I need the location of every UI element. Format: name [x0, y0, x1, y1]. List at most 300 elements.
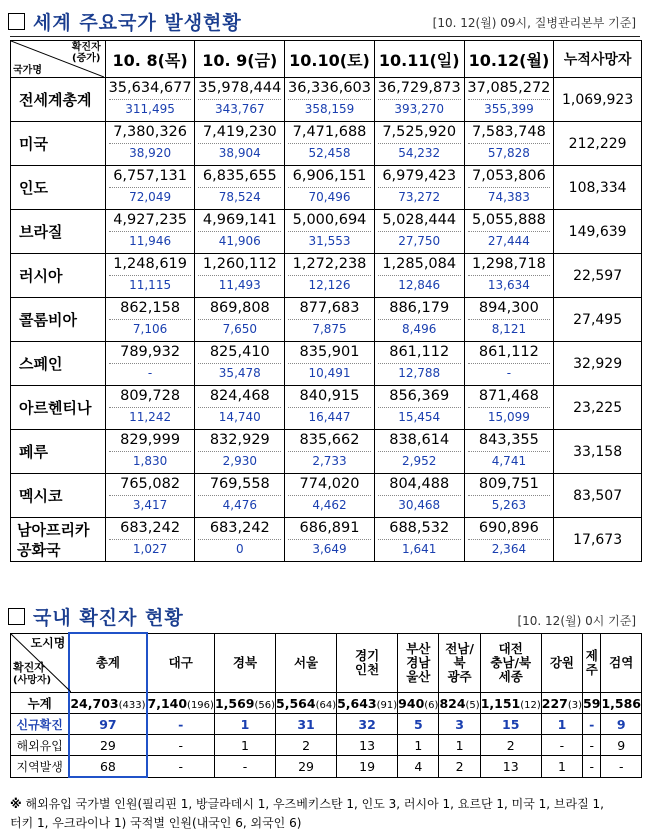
- count: 1: [241, 737, 249, 753]
- case-cell: [374, 166, 464, 210]
- cumulative-cases: 774,020: [299, 476, 360, 492]
- country-name: 아르헨티나: [11, 386, 106, 430]
- region-value: [147, 714, 215, 735]
- region-header: 경기 인천: [337, 633, 398, 693]
- cumulative-cases: 6,835,655: [202, 168, 277, 184]
- case-cell: [374, 386, 464, 430]
- case-cell: [195, 386, 285, 430]
- count: 13: [359, 737, 376, 753]
- cumulative-deaths: 1,069,923: [554, 78, 642, 122]
- row-label: 해외유입: [11, 735, 70, 756]
- region-value: [337, 756, 398, 778]
- region-header: 총계: [69, 633, 146, 693]
- daily-increase: 7,650: [198, 319, 281, 338]
- cumulative-cases: 843,355: [478, 432, 539, 448]
- case-cell: [285, 386, 375, 430]
- daily-increase: 52,458: [288, 143, 371, 162]
- region-value: [480, 756, 541, 778]
- death-count: (64): [315, 699, 337, 711]
- case-cell: [105, 430, 195, 474]
- region-value: [541, 735, 582, 756]
- case-cell: [374, 518, 464, 562]
- table-row: [11, 735, 642, 756]
- daily-increase: 2,930: [198, 451, 281, 470]
- daily-increase: 3,649: [288, 539, 371, 558]
- cumulative-cases: 877,683: [299, 300, 360, 316]
- table-row: [11, 342, 642, 386]
- cumulative-cases: 824,468: [209, 388, 270, 404]
- cumulative-deaths: 22,597: [554, 254, 642, 298]
- count: -: [589, 758, 594, 774]
- corner-bottom-label: (사망자): [13, 674, 52, 686]
- daily-increase: 74,383: [468, 187, 551, 206]
- case-cell: [195, 342, 285, 386]
- country-name: 콜롬비아: [11, 298, 106, 342]
- cumulative-cases: 6,979,423: [382, 168, 457, 184]
- case-cell: [105, 78, 195, 122]
- region-value: [541, 714, 582, 735]
- daily-increase: 1,830: [109, 451, 192, 470]
- divider: [10, 36, 640, 37]
- count: 824: [439, 695, 466, 711]
- count: 5: [413, 716, 423, 732]
- cumulative-cases: 809,751: [478, 476, 539, 492]
- cumulative-cases: 5,028,444: [382, 212, 457, 228]
- region-value: [69, 693, 146, 714]
- footnote-line1: 해외유입 국가별 인원(필리핀 1, 방글라데시 1, 우즈베키스탄 1, 인도 3, 러시아 1, 요르단 1, 미국 1, 브라질 1,: [25, 797, 604, 811]
- country-name-line2: 공화국: [17, 540, 61, 559]
- daily-increase: 72,049: [109, 187, 192, 206]
- count: -: [589, 716, 595, 732]
- cumulative-cases: 871,468: [478, 388, 539, 404]
- region-value: [439, 756, 480, 778]
- daily-increase: 11,493: [198, 275, 281, 294]
- region-value: [398, 735, 439, 756]
- cumulative-cases: 35,634,677: [108, 80, 192, 96]
- cumulative-deaths: 23,225: [554, 386, 642, 430]
- daily-increase: 4,476: [198, 495, 281, 514]
- case-cell: [105, 298, 195, 342]
- case-cell: [464, 474, 554, 518]
- region-value: [214, 693, 275, 714]
- daily-increase: 358,159: [288, 99, 371, 118]
- daily-increase: 73,272: [378, 187, 461, 206]
- death-count: (3): [567, 699, 583, 711]
- case-cell: [105, 342, 195, 386]
- date-header: 10.11(일): [374, 41, 464, 78]
- case-cell: [464, 518, 554, 562]
- table-row: [11, 298, 642, 342]
- cumulative-cases: 840,915: [299, 388, 360, 404]
- case-cell: [105, 518, 195, 562]
- case-cell: [285, 122, 375, 166]
- region-value: [337, 735, 398, 756]
- daily-increase: 1,027: [109, 539, 192, 558]
- checkbox-square-icon: [8, 608, 25, 625]
- cumulative-cases: 690,896: [478, 520, 539, 536]
- case-cell: [285, 518, 375, 562]
- case-cell: [195, 78, 285, 122]
- cumulative-cases: 861,112: [389, 344, 450, 360]
- daily-increase: 4,741: [468, 451, 551, 470]
- cumulative-cases: 862,158: [120, 300, 181, 316]
- country-name: 미국: [11, 122, 106, 166]
- korea-cases-table: [10, 632, 642, 778]
- case-cell: [105, 386, 195, 430]
- death-count: (12): [520, 699, 541, 711]
- cumulative-cases: 7,471,688: [292, 124, 367, 140]
- count: 29: [99, 737, 116, 753]
- region-value: [480, 735, 541, 756]
- case-cell: [195, 474, 285, 518]
- daily-increase: 54,232: [378, 143, 461, 162]
- case-cell: [464, 210, 554, 254]
- cumulative-cases: 838,614: [389, 432, 450, 448]
- region-header: 강원: [541, 633, 582, 693]
- cumulative-cases: 5,000,694: [292, 212, 367, 228]
- country-name: 스페인: [11, 342, 106, 386]
- case-cell: [105, 210, 195, 254]
- count: 7,140: [147, 695, 188, 711]
- cumulative-cases: 36,336,603: [287, 80, 372, 96]
- count: 1: [240, 716, 250, 732]
- daily-increase: 8,496: [378, 319, 461, 338]
- case-cell: [374, 342, 464, 386]
- country-name: 페루: [11, 430, 106, 474]
- table-row: [11, 210, 642, 254]
- world-section-title: 세계 주요국가 발생현황: [8, 8, 242, 35]
- cumulative-cases: 869,808: [209, 300, 270, 316]
- case-cell: [195, 122, 285, 166]
- cumulative-cases: 894,300: [478, 300, 539, 316]
- country-name: 멕시코: [11, 474, 106, 518]
- case-cell: [374, 210, 464, 254]
- case-cell: [374, 430, 464, 474]
- case-cell: [464, 78, 554, 122]
- region-value: [398, 714, 439, 735]
- footnote-line2: 터키 1, 우크라이나 1) 국적별 인원(내국인 6, 외국인 6): [10, 816, 302, 830]
- region-value: [583, 714, 601, 735]
- count: -: [178, 737, 183, 753]
- daily-increase: 10,491: [288, 363, 371, 382]
- region-header: 검역: [601, 633, 642, 693]
- count: 3: [455, 716, 464, 732]
- cumulative-cases: 1,272,238: [292, 256, 367, 272]
- region-value: [276, 693, 337, 714]
- table-corner-header: [11, 633, 70, 693]
- case-cell: [195, 518, 285, 562]
- region-header: 전남/북 광주: [439, 633, 480, 693]
- cumulative-deaths: 27,495: [554, 298, 642, 342]
- footnote: [10, 795, 640, 833]
- region-value: [583, 693, 601, 714]
- cumulative-cases: 6,906,151: [292, 168, 367, 184]
- case-cell: [285, 166, 375, 210]
- count: -: [618, 758, 624, 774]
- region-value: [69, 714, 146, 735]
- cumulative-deaths: 32,929: [554, 342, 642, 386]
- case-cell: [105, 474, 195, 518]
- cumulative-cases: 856,369: [389, 388, 450, 404]
- row-label: 지역발생: [11, 756, 70, 778]
- country-name: 러시아: [11, 254, 106, 298]
- region-value: [337, 693, 398, 714]
- region-value: [276, 714, 337, 735]
- cumulative-cases: 683,242: [209, 520, 270, 536]
- daily-increase: 14,740: [198, 407, 281, 426]
- daily-increase: 15,454: [378, 407, 461, 426]
- count: 9: [617, 737, 626, 753]
- table-row: [11, 386, 642, 430]
- count: 2: [455, 758, 464, 774]
- cumulative-deaths: 33,158: [554, 430, 642, 474]
- region-header: 서울: [276, 633, 337, 693]
- daily-increase: 12,788: [378, 363, 461, 382]
- cumulative-cases: 4,927,235: [113, 212, 187, 228]
- daily-increase: -: [468, 363, 551, 382]
- table-row: [11, 714, 642, 735]
- count: 5,643: [337, 695, 377, 711]
- date-header: 10.12(월): [464, 41, 554, 78]
- count: 13: [502, 758, 519, 774]
- table-row: [11, 430, 642, 474]
- cumulative-cases: 5,055,888: [472, 212, 546, 228]
- count: 1: [557, 716, 567, 732]
- case-cell: [285, 430, 375, 474]
- table-row: [11, 474, 642, 518]
- cumulative-cases: 861,112: [478, 344, 539, 360]
- region-value: [337, 714, 398, 735]
- corner-top-label: 확진자: [71, 42, 101, 53]
- daily-increase: 7,106: [109, 319, 192, 338]
- cumulative-cases: 825,410: [209, 344, 270, 360]
- region-value: [147, 735, 215, 756]
- death-count: (5): [465, 699, 480, 711]
- case-cell: [195, 166, 285, 210]
- region-header: 대전 충남/북 세종: [480, 633, 541, 693]
- cumulative-deaths: 212,229: [554, 122, 642, 166]
- row-label: 누계: [11, 693, 70, 714]
- daily-increase: 31,553: [288, 231, 371, 250]
- death-count: (6): [424, 699, 439, 711]
- daily-increase: 393,270: [378, 99, 461, 118]
- daily-increase: 12,126: [288, 275, 371, 294]
- country-name: 브라질: [11, 210, 106, 254]
- case-cell: [374, 298, 464, 342]
- death-count: (56): [254, 699, 276, 711]
- corner-top-sub-label: (증가): [72, 53, 101, 64]
- case-cell: [195, 430, 285, 474]
- corner-mid-label: 확진자: [13, 660, 45, 674]
- region-value: [439, 693, 480, 714]
- case-cell: [464, 166, 554, 210]
- region-value: [69, 735, 146, 756]
- region-value: [69, 756, 146, 778]
- table-row: [11, 166, 642, 210]
- cumulative-cases: 1,260,112: [202, 256, 277, 272]
- region-value: [276, 756, 337, 778]
- daily-increase: 38,920: [109, 143, 192, 162]
- cumulative-cases: 1,285,084: [382, 256, 457, 272]
- table-row: [11, 254, 642, 298]
- cumulative-deaths: 108,334: [554, 166, 642, 210]
- count: 24,703: [70, 695, 119, 711]
- region-header: 경북: [214, 633, 275, 693]
- case-cell: [285, 474, 375, 518]
- country-name-line1: 남아프리카: [17, 520, 90, 539]
- case-cell: [464, 122, 554, 166]
- region-value: [147, 693, 215, 714]
- count: 19: [359, 758, 376, 774]
- table-corner-header: [11, 41, 106, 78]
- region-value: [601, 756, 642, 778]
- daily-increase: 27,750: [378, 231, 461, 250]
- daily-increase: 343,767: [198, 99, 281, 118]
- korea-section-note: [10. 12(월) 0시 기준]: [517, 614, 636, 628]
- cumulative-cases: 832,929: [209, 432, 270, 448]
- count: 9: [616, 716, 626, 732]
- cumulative-cases: 688,532: [389, 520, 450, 536]
- cumulative-deaths: 83,507: [554, 474, 642, 518]
- daily-increase: 11,946: [109, 231, 192, 250]
- daily-increase: 3,417: [109, 495, 192, 514]
- corner-bottom-label: 국가명: [13, 65, 42, 76]
- cumulative-cases: 686,891: [299, 520, 360, 536]
- daily-increase: 355,399: [468, 99, 551, 118]
- count: -: [178, 716, 184, 732]
- region-value: [398, 756, 439, 778]
- cumulative-cases: 835,662: [299, 432, 360, 448]
- count: 31: [297, 716, 315, 732]
- cumulative-deaths: 17,673: [554, 518, 642, 562]
- daily-increase: 12,846: [378, 275, 461, 294]
- cumulative-cases: 886,179: [389, 300, 450, 316]
- daily-increase: 57,828: [468, 143, 551, 162]
- daily-increase: 11,115: [109, 275, 192, 294]
- cumulative-cases: 35,978,444: [198, 80, 282, 96]
- count: -: [589, 737, 594, 753]
- region-value: [601, 693, 642, 714]
- count: 59: [583, 695, 601, 711]
- count: 1: [557, 758, 566, 774]
- cumulative-cases: 37,085,272: [467, 80, 551, 96]
- count: 97: [99, 716, 117, 732]
- region-value: [439, 735, 480, 756]
- case-cell: [105, 166, 195, 210]
- case-cell: [105, 254, 195, 298]
- region-value: [214, 714, 275, 735]
- daily-increase: 30,468: [378, 495, 461, 514]
- case-cell: [464, 430, 554, 474]
- daily-increase: 311,495: [109, 99, 192, 118]
- cumulative-cases: 36,729,873: [377, 80, 461, 96]
- case-cell: [195, 254, 285, 298]
- daily-increase: 8,121: [468, 319, 551, 338]
- region-value: [601, 714, 642, 735]
- region-value: [480, 714, 541, 735]
- region-value: [147, 756, 215, 778]
- table-row: [11, 756, 642, 778]
- daily-increase: 41,906: [198, 231, 281, 250]
- count: 2: [506, 737, 515, 753]
- count: -: [559, 737, 565, 753]
- region-header: 대구: [147, 633, 215, 693]
- korea-section-title: 국내 확진자 현황: [8, 603, 184, 630]
- count: 32: [358, 716, 376, 732]
- case-cell: [285, 342, 375, 386]
- case-cell: [374, 474, 464, 518]
- case-cell: [374, 78, 464, 122]
- daily-increase: 70,496: [288, 187, 371, 206]
- region-value: [601, 735, 642, 756]
- region-value: [214, 735, 275, 756]
- daily-increase: 15,099: [468, 407, 551, 426]
- count: 68: [99, 758, 116, 774]
- count: 4: [414, 758, 423, 774]
- daily-increase: 0: [198, 539, 281, 558]
- cumulative-cases: 809,728: [120, 388, 181, 404]
- daily-increase: 5,263: [468, 495, 551, 514]
- cumulative-cases: 835,901: [299, 344, 360, 360]
- country-name: 인도: [11, 166, 106, 210]
- cumulative-cases: 804,488: [389, 476, 450, 492]
- cumulative-cases: 789,932: [120, 344, 181, 360]
- count: 1: [455, 737, 464, 753]
- daily-increase: 2,364: [468, 539, 551, 558]
- case-cell: [105, 122, 195, 166]
- country-name: 전세계총계: [11, 78, 106, 122]
- region-value: [541, 693, 582, 714]
- footnote-mark: ※: [10, 797, 22, 811]
- death-count: (433): [118, 699, 146, 711]
- cumulative-deaths: 149,639: [554, 210, 642, 254]
- table-row: [11, 518, 642, 562]
- daily-increase: 2,733: [288, 451, 371, 470]
- table-row: [11, 78, 642, 122]
- region-value: [583, 756, 601, 778]
- case-cell: [285, 210, 375, 254]
- cumulative-cases: 1,248,619: [113, 256, 187, 272]
- death-count: (91): [376, 699, 398, 711]
- count: 1,586: [601, 695, 641, 711]
- cumulative-cases: 765,082: [120, 476, 181, 492]
- case-cell: [464, 342, 554, 386]
- region-value: [480, 693, 541, 714]
- world-cases-table: [10, 40, 642, 562]
- cumulative-cases: 7,419,230: [202, 124, 277, 140]
- count: 940: [398, 695, 425, 711]
- count: 1,151: [480, 695, 521, 711]
- case-cell: [195, 210, 285, 254]
- case-cell: [195, 298, 285, 342]
- country-name: [11, 518, 106, 562]
- checkbox-square-icon: [8, 13, 25, 30]
- count: 227: [541, 695, 568, 711]
- region-value: [398, 693, 439, 714]
- count: 1: [414, 737, 423, 753]
- daily-increase: 2,952: [378, 451, 461, 470]
- case-cell: [374, 254, 464, 298]
- table-row: [11, 122, 642, 166]
- region-value: [541, 756, 582, 778]
- daily-increase: 11,242: [109, 407, 192, 426]
- region-value: [439, 714, 480, 735]
- cumulative-cases: 683,242: [120, 520, 181, 536]
- count: 15: [502, 716, 520, 732]
- region-value: [276, 735, 337, 756]
- case-cell: [285, 298, 375, 342]
- case-cell: [374, 122, 464, 166]
